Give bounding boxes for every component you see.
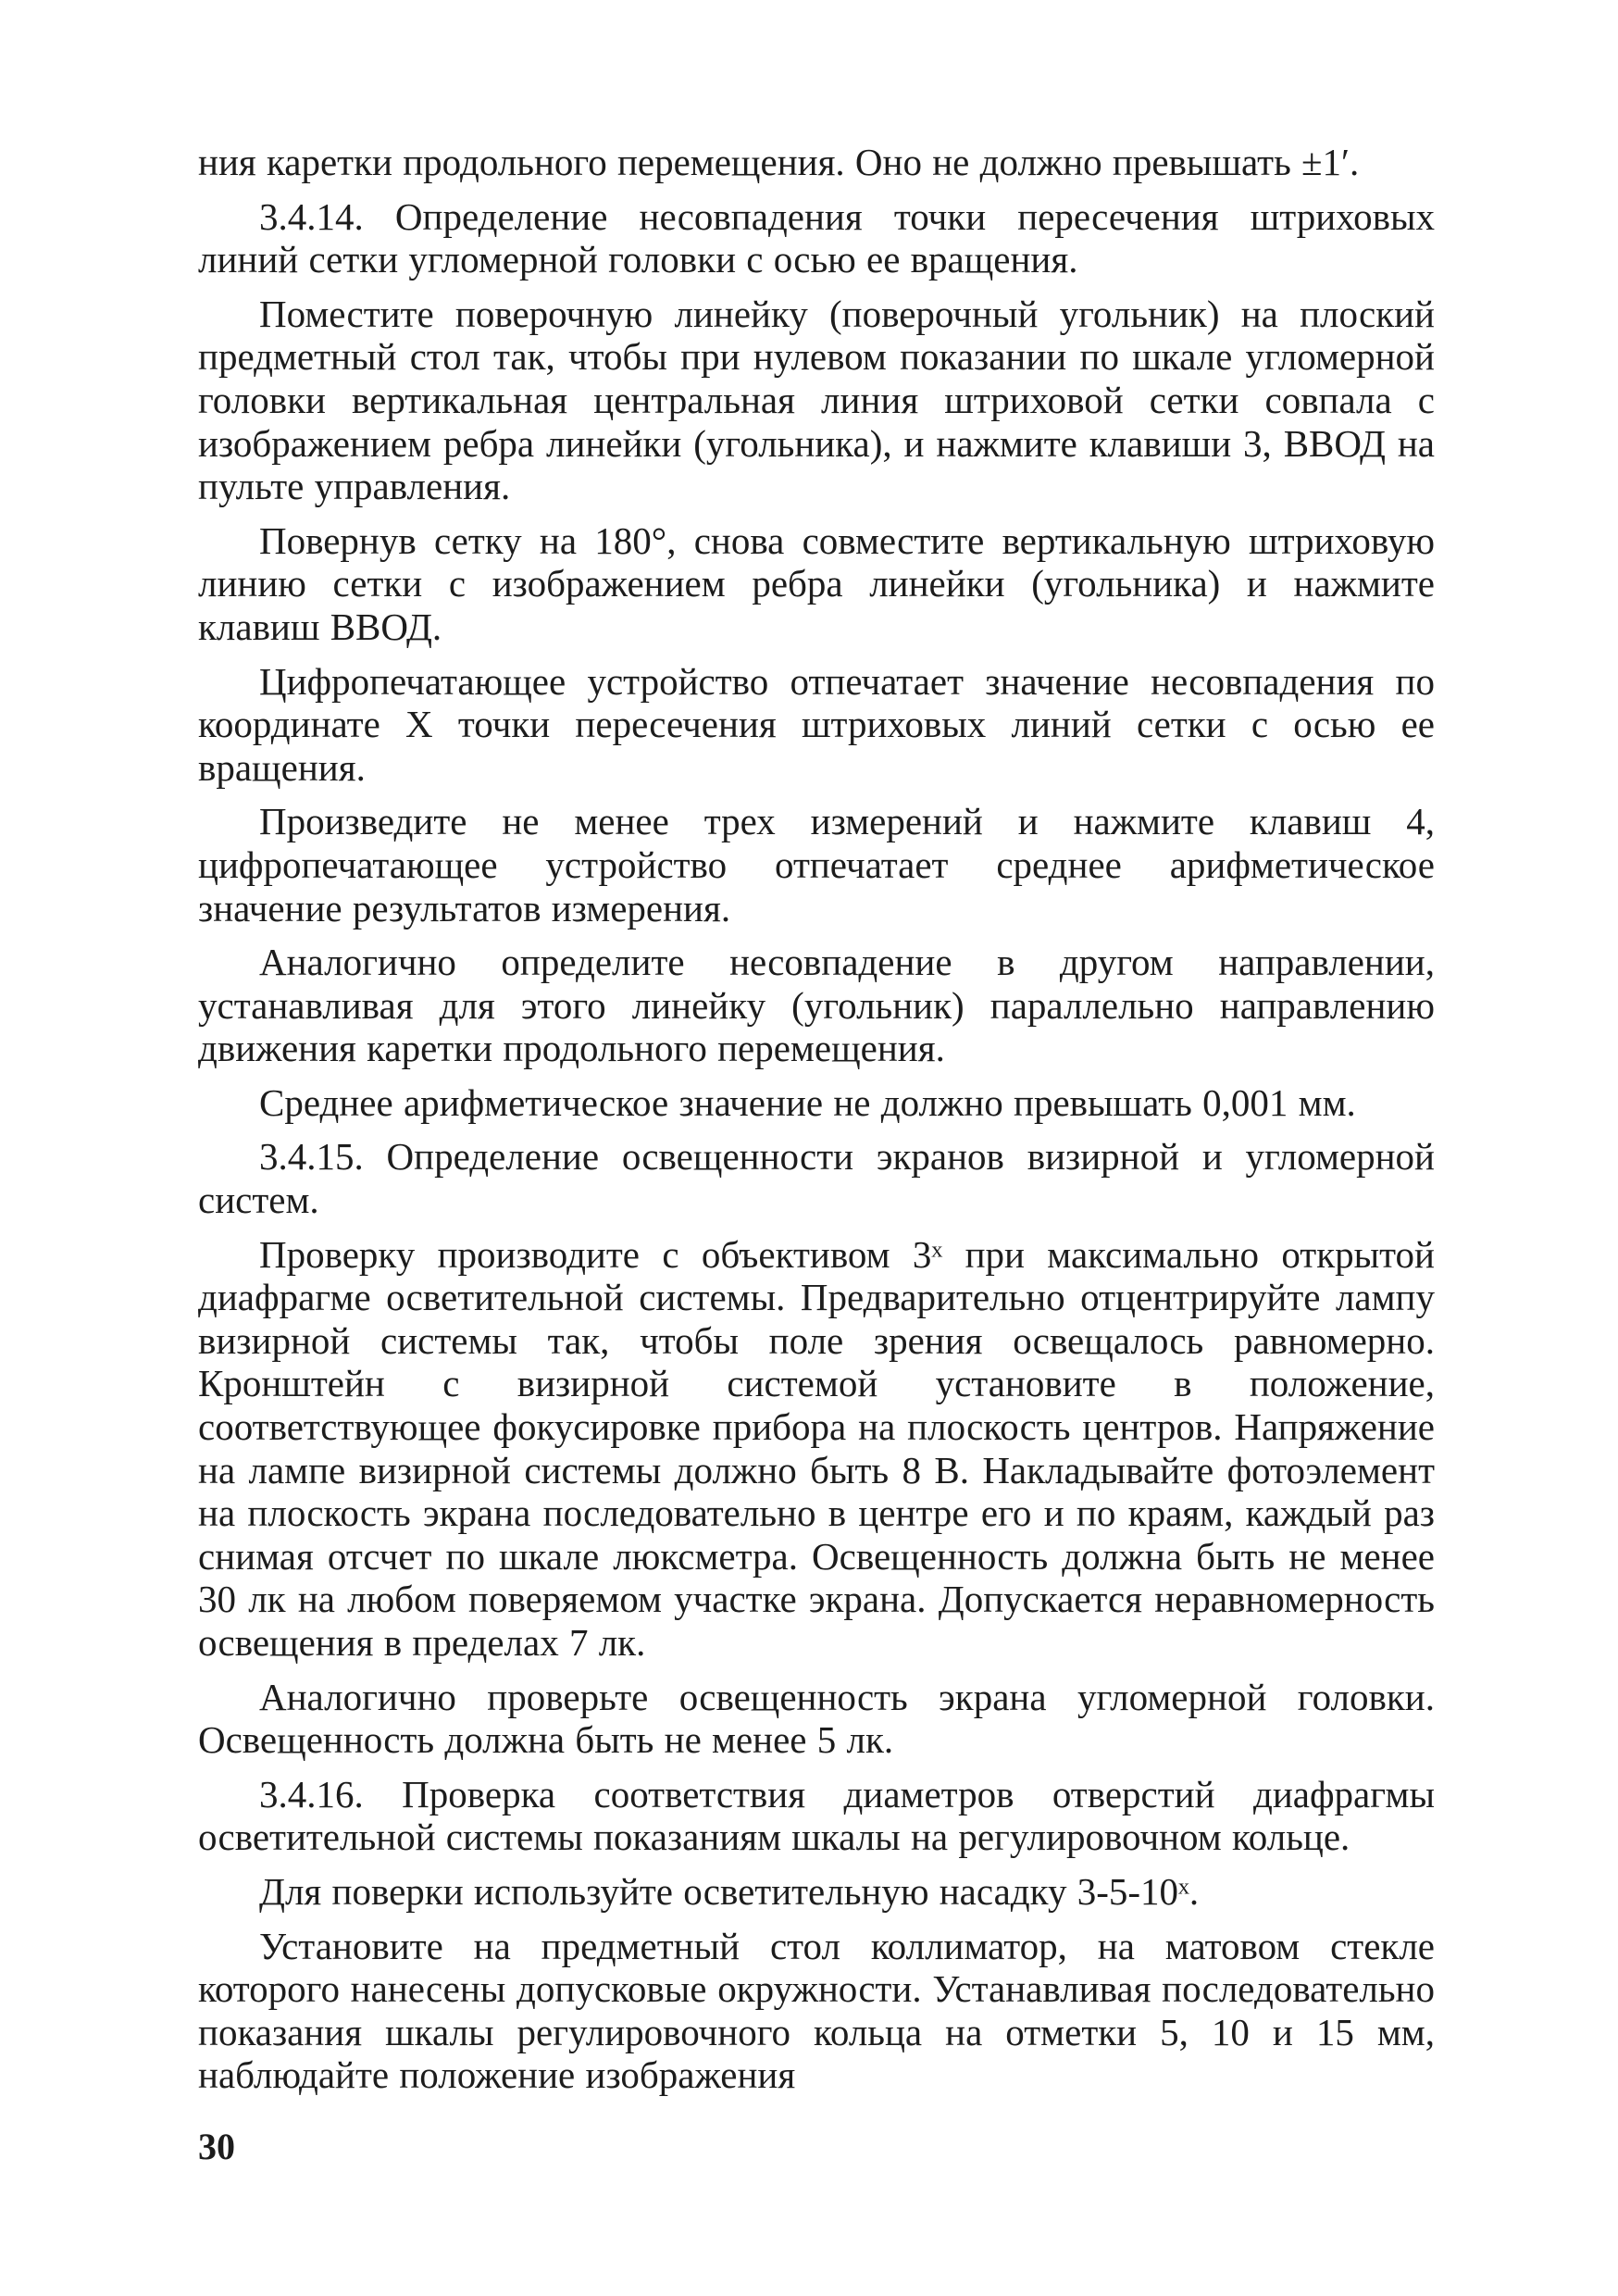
page-body (198, 141, 1435, 2097)
paragraph: Повернув сетку на 180°, снова совместите вертикальную штриховую линию сетки с изображением ребра линейки (угольника) и нажмите клавиш ВВОД. (198, 518, 1435, 648)
paragraph: Среднее арифметическое значение не должно превышать 0,001 мм. (259, 1080, 1356, 1124)
paragraph: Аналогично определите несовпадение в другом направлении, устанавливая для этого линейку (угольник) параллельно направлению движения каретки продольного перемещения. (198, 941, 1435, 1070)
paragraph: Для поверки используйте осветительную насадку 3-5-10ˣ. (259, 1869, 1200, 1913)
page-number: 30 (198, 2126, 235, 2167)
paragraph: Цифропечатающее устройство отпечатает значение несовпадения по координате X точки пересечения штриховых линий сетки с осью ее вращения. (198, 659, 1435, 789)
paragraph: Проверку производите с объективом 3ˣ при максимально открытой диафрагме осветительной системы. Предварительно отцентрируйте лампу визирной системы так, чтобы поле зрения освещалось равномерно. Кронштейн с визирной системой установите в положение, соответствующее фокусировке прибора на плоскость центров. Напряжение на лампе визирной системы должно быть 8 В. Накладывайте фотоэлемент на плоскость экрана последовательно в центре его и по краям, каждый раз снимая отсчет по шкале люксметра. Освещенность должна быть не менее 30 лк на любом поверяемом участке экрана. Допускается неравномерность освещения в пределах 7 лк. (198, 1232, 1435, 1664)
paragraph: Произведите не менее трех измерений и нажмите клавиш 4, цифропечатающее устройство отпечатает среднее арифметическое значение результатов измерения. (198, 800, 1435, 930)
paragraph: Установите на предметный стол коллиматор, на матовом стекле которого нанесены допусковые окружности. Устанавливая последовательно показания шкалы регулировочного кольца на отметки 5, 10 и 15 мм, наблюдайте положение изображения (198, 1924, 1435, 2097)
paragraph: Аналогично проверьте освещенность экрана угломерной головки. Освещенность должна быть не менее 5 лк. (198, 1675, 1435, 1762)
section-heading-3-4-15: 3.4.15. Определение освещенности экранов визирной и угломерной систем. (198, 1135, 1435, 1222)
paragraph-continuation: ния каретки продольного перемещения. Оно не должно превышать ±1′. (198, 141, 1360, 183)
paragraph: Поместите поверочную линейку (поверочный угольник) на плоский предметный стол так, чтобы при нулевом показании по шкале угломерной головки вертикальная центральная линия штриховой сетки совпала с изображением ребра линейки (угольника), и нажмите клавиши 3, ВВОД на пульте управления. (198, 292, 1435, 508)
section-heading-3-4-16: 3.4.16. Проверка соответствия диаметров отверстий диафрагмы осветительной системы показаниям шкалы на регулировочном кольце. (198, 1772, 1435, 1859)
section-heading-3-4-14: 3.4.14. Определение несовпадения точки пересечения штриховых линий сетки угломерной головки с осью ее вращения. (198, 194, 1435, 281)
